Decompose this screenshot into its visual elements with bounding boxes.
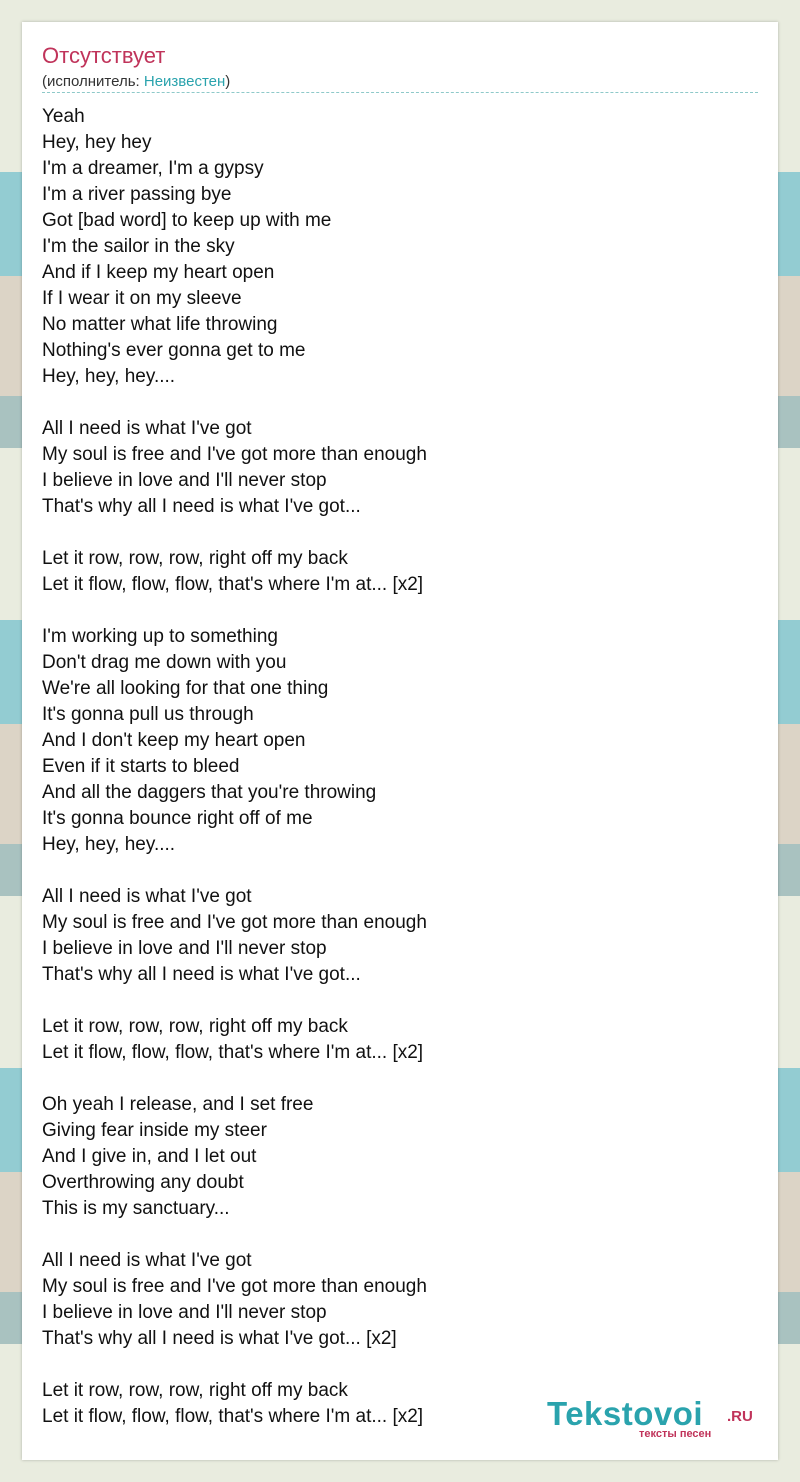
- lyric-line: [42, 390, 742, 416]
- lyrics-text: [42, 104, 742, 1430]
- lyric-line: [42, 988, 742, 1014]
- lyric-line: And all the daggers that you're throwing: [42, 782, 377, 803]
- lyric-line: Nothing's ever gonna get to me: [42, 340, 306, 361]
- lyric-line: My soul is free and I've got more than enough: [42, 1276, 427, 1297]
- lyric-line: Let it row, row, row, right off my back: [42, 1016, 348, 1037]
- lyric-line: No matter what life throwing: [42, 314, 278, 335]
- lyric-line: I'm working up to something: [42, 626, 278, 647]
- lyric-line: And I give in, and I let out: [42, 1146, 257, 1167]
- lyric-line: I believe in love and I'll never stop: [42, 938, 327, 959]
- lyric-line: I'm the sailor in the sky: [42, 236, 235, 257]
- lyric-line: [42, 520, 742, 546]
- lyric-line: And I don't keep my heart open: [42, 730, 306, 751]
- lyric-line: My soul is free and I've got more than enough: [42, 444, 427, 465]
- lyric-line: [42, 1352, 742, 1378]
- lyrics-card: [22, 22, 778, 1460]
- logo-tagline: тексты песен: [639, 1428, 712, 1440]
- lyric-line: It's gonna bounce right off of me: [42, 808, 313, 829]
- lyric-line: Don't drag me down with you: [42, 652, 287, 673]
- lyric-line: Hey, hey, hey....: [42, 366, 176, 387]
- lyric-line: [42, 598, 742, 624]
- lyric-line: Yeah: [42, 106, 85, 127]
- lyric-line: Oh yeah I release, and I set free: [42, 1094, 314, 1115]
- lyric-line: Giving fear inside my steer: [42, 1120, 267, 1141]
- lyric-line: If I wear it on my sleeve: [42, 288, 242, 309]
- lyric-line: We're all looking for that one thing: [42, 678, 329, 699]
- lyric-line: [42, 1222, 742, 1248]
- lyric-line: Hey, hey, hey....: [42, 834, 176, 855]
- lyric-line: Let it flow, flow, flow, that's where I'm at... [x2]: [42, 1042, 424, 1063]
- lyric-line: I'm a dreamer, I'm a gypsy: [42, 158, 264, 179]
- lyric-line: [42, 1066, 742, 1092]
- lyric-line: I believe in love and I'll never stop: [42, 470, 327, 491]
- lyric-line: That's why all I need is what I've got...: [42, 964, 361, 985]
- lyric-line: All I need is what I've got: [42, 886, 252, 907]
- lyric-line: Overthrowing any doubt: [42, 1172, 244, 1193]
- artist-suffix: ): [225, 73, 231, 90]
- lyric-line: Let it flow, flow, flow, that's where I'm at... [x2]: [42, 574, 424, 595]
- lyric-line: Even if it starts to bleed: [42, 756, 240, 777]
- artist-prefix: (исполнитель:: [42, 73, 144, 90]
- lyric-line: Let it row, row, row, right off my back: [42, 1380, 348, 1401]
- header-divider: [42, 92, 758, 93]
- lyric-line: That's why all I need is what I've got...: [42, 496, 361, 517]
- lyric-line: All I need is what I've got: [42, 1250, 252, 1271]
- lyric-line: [42, 858, 742, 884]
- artist-line: [42, 73, 230, 91]
- lyric-line: Got [bad word] to keep up with me: [42, 210, 332, 231]
- lyric-line: I'm a river passing bye: [42, 184, 232, 205]
- lyric-line: This is my sanctuary...: [42, 1198, 230, 1219]
- logo-tld: .RU: [727, 1408, 753, 1425]
- site-logo[interactable]: [547, 1396, 757, 1441]
- logo-brand: Tekstovoi: [547, 1395, 704, 1432]
- lyric-line: It's gonna pull us through: [42, 704, 254, 725]
- lyric-line: And if I keep my heart open: [42, 262, 275, 283]
- lyric-line: All I need is what I've got: [42, 418, 252, 439]
- lyric-line: I believe in love and I'll never stop: [42, 1302, 327, 1323]
- lyric-line: Let it row, row, row, right off my back: [42, 548, 348, 569]
- artist-link[interactable]: Неизвестен: [143, 73, 226, 90]
- lyric-line: Let it flow, flow, flow, that's where I'm at... [x2]: [42, 1406, 424, 1427]
- lyric-line: Hey, hey hey: [42, 132, 152, 153]
- song-title: Отсутствует: [42, 43, 166, 68]
- lyric-line: That's why all I need is what I've got... [x2]: [42, 1328, 397, 1349]
- lyric-line: My soul is free and I've got more than enough: [42, 912, 427, 933]
